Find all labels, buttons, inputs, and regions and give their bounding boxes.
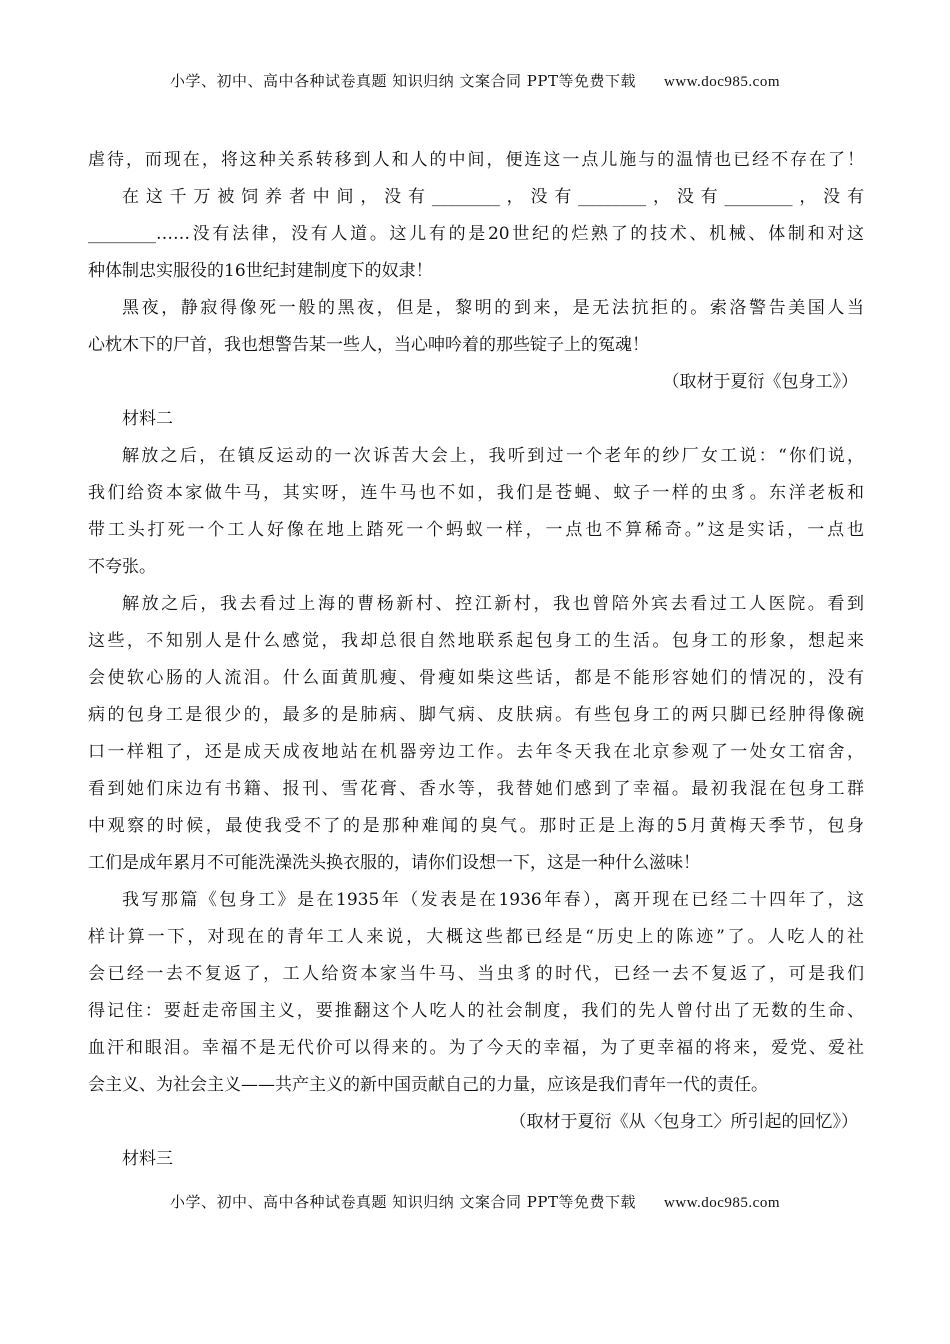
text-line: 工们是成年累月不可能洗澡洗头换衣服的，请你们设想一下，这是一种什么滋味！ [88, 853, 700, 873]
text-line: 得记住：要赶走帝国主义，要推翻这个人吃人的社会制度，我们的先人曾付出了无数的生命、 [88, 1001, 864, 1021]
text-line: 解放之后，在镇反运动的一次诉苦大会上，我听到过一个老年的纱厂女工说：“你们说， [122, 446, 864, 466]
text-line: ________……没有法律，没有人道。这儿有的是20世纪的烂熟了的技术、机械、体制和对这 [88, 224, 864, 244]
text-line: 心枕木下的尸首，我也想警告某一些人，当心呻吟着的那些锭子上的冤魂！ [88, 335, 649, 355]
source-citation: （取材于夏衍《从〈包身工〉所引起的回忆》） [509, 1112, 858, 1132]
header-text: 小学、初中、高中各种试卷真题 知识归纳 文案合同 PPT等免费下载 [169, 72, 636, 90]
footer-text: 小学、初中、高中各种试卷真题 知识归纳 文案合同 PPT等免费下载 [169, 1193, 636, 1211]
text-line: 黑夜，静寂得像死一般的黑夜，但是，黎明的到来，是无法抗拒的。索洛警告美国人当 [122, 298, 864, 318]
text-line: 带工头打死一个工人好像在地上踏死一个蚂蚁一样，一点也不算稀奇。”这是实话，一点也 [88, 520, 864, 540]
text-line: 这些，不知别人是什么感觉，我却总很自然地联系起包身工的生活。包身工的形象，想起来 [88, 631, 864, 651]
text-line: 会使软心肠的人流泪。什么面黄肌瘦、骨瘦如柴这些话，都是不能形容她们的情况的，没有 [88, 668, 864, 688]
section-heading: 材料二 [122, 409, 173, 429]
text-line: 会已经一去不复返了，工人给资本家当牛马、当虫豸的时代，已经一去不复返了，可是我们 [88, 964, 864, 984]
page-header [0, 70, 950, 91]
text-line: 我写那篇《包身工》是在1935年（发表是在1936年春），离开现在已经二十四年了，这 [122, 890, 864, 910]
text-line: 在这千万被饲养者中间，没有________，没有________，没有________，没有 [122, 187, 864, 207]
text-line: 口一样粗了，还是成天成夜地站在机器旁边工作。去年冬天我在北京参观了一处女工宿舍， [88, 742, 864, 762]
text-line: 不夸张。 [88, 557, 156, 577]
text-line: 我们给资本家做牛马，其实呀，连牛马也不如，我们是苍蝇、蚊子一样的虫豸。东洋老板和 [88, 483, 864, 503]
footer-site-link[interactable]: www.doc985.com [663, 1195, 780, 1211]
text-line: 血汗和眼泪。幸福不是无代价可以得来的。为了今天的幸福，为了更幸福的将来，爱党、爱社 [88, 1038, 864, 1058]
source-citation: （取材于夏衍《包身工》） [662, 372, 858, 392]
text-line: 看到她们床边有书籍、报刊、雪花膏、香水等，我替她们感到了幸福。最初我混在包身工群 [88, 779, 864, 799]
text-line: 虐待，而现在，将这种关系转移到人和人的中间，便连这一点儿施与的温情也已经不存在了！ [88, 150, 864, 170]
text-line: 种体制忠实服役的16世纪封建制度下的奴隶！ [88, 261, 433, 281]
section-heading: 材料三 [122, 1149, 173, 1169]
text-line: 中观察的时候，最使我受不了的是那种难闻的臭气。那时正是上海的5月黄梅天季节，包身 [88, 816, 864, 836]
page-footer [0, 1191, 950, 1212]
text-line: 会主义、为社会主义——共产主义的新中国贡献自己的力量，应该是我们青年一代的责任。 [88, 1075, 768, 1095]
text-line: 解放之后，我去看过上海的曹杨新村、控江新村，我也曾陪外宾去看过工人医院。看到 [122, 594, 864, 614]
text-line: 样计算一下，对现在的青年工人来说，大概这些都已经是“历史上的陈迹”了。人吃人的社 [88, 927, 864, 947]
header-site-link[interactable]: www.doc985.com [663, 74, 780, 90]
article-body [88, 142, 864, 1178]
text-line: 病的包身工是很少的，最多的是肺病、脚气病、皮肤病。有些包身工的两只脚已经肿得像碗 [88, 705, 864, 725]
